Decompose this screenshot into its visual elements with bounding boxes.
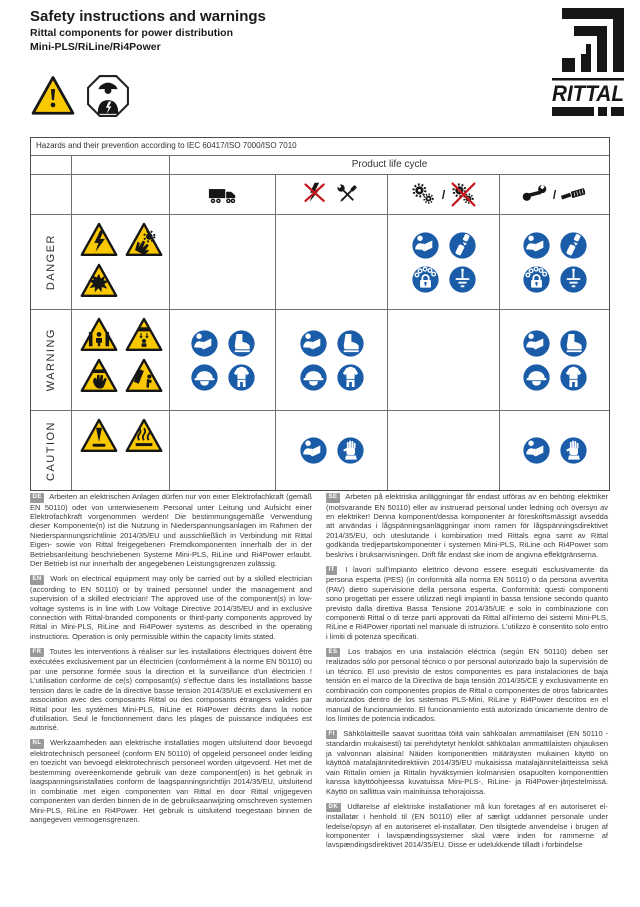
row-label-text: CAUTION [45,420,57,481]
title-block [30,8,266,54]
electric-shock-icon [80,221,118,259]
protective-clothing-icon [559,363,588,392]
paragraph-text: I lavori sull'impianto elettrico devono essere eseguiti esclusivamente da persona esperta (PES) (in conformità alla norma EN 50110) o da persona avvertita (PAV) dietro supervisione della persona esperta. Conformità: questi componenti sono progettati per essere utilizzati negli impianti in bassa tensione secondo quanto previsto dalla direttiva Bassa Tensione 2014/35/UE e solo in combinazione con componenti Rittal o di terze parti approvati da Rittal all'interno dei sistemi Mini-PLS, RiLine e Ri4Power riportati nel manuale di istruzioni. L'utilizzo è consentito solo entro i limiti di potenza specificati. [326,564,608,641]
table-cell [169,410,275,490]
hand-crushing-icon [80,357,118,395]
paragraph-fr [30,647,312,733]
hazard-icons-warning [71,309,169,410]
row-label-caution [31,410,71,490]
protective-gloves-icon [559,436,588,465]
phase-column-operation [387,174,499,214]
hazard-icon-group [80,316,166,395]
lang-badge-en: EN [30,575,44,585]
paragraph-se [326,492,608,559]
general-warning-icon [30,74,76,118]
table-spacer-cell [71,174,169,214]
row-label-warning [31,309,71,410]
header-safety-icons [30,74,130,118]
table-spacer-cell [31,174,71,214]
table-spacer-cell [31,155,71,174]
table-caption: Hazards and their prevention according to IEC 60417/ISO 7000/ISO 7010 [36,141,297,150]
hazard-icon-group [80,417,166,455]
mandatory-icon-group [189,329,257,392]
crushing-body-icon [80,316,118,354]
hazard-icons-danger [71,214,169,309]
paragraph-dk [326,802,608,850]
disconnect-power-icon [559,231,588,260]
mandatory-icon-group [521,231,589,294]
table-cell [499,410,609,490]
hand-injury-icon [125,221,163,259]
table-cell [275,214,387,309]
table-cell [169,214,275,309]
lifecycle-header: Product life cycle [169,155,609,174]
product-line: Mini-PLS/RiLine/Ri4Power [30,40,161,53]
qualified-electrician-icon [86,74,130,118]
multilingual-instructions [30,492,608,855]
table-cell [275,309,387,410]
mandatory-icon-group [298,436,366,465]
table-cell [169,309,275,410]
table-cell [499,309,609,410]
safety-helmet-icon [299,363,328,392]
truck-icon [208,180,237,209]
read-manual-icon [522,231,551,260]
brand-wordmark: RITTAL [552,81,624,106]
disconnect-power-icon [448,231,477,260]
instructions-column-left [30,492,312,855]
table-cell [387,410,499,490]
rittal-logo [552,8,624,118]
protective-clothing-icon [336,363,365,392]
paragraph-de [30,492,312,569]
page-title: Safety instructions and warnings [30,8,266,25]
safety-boots-icon [336,329,365,358]
lang-badge-se: SE [326,493,340,503]
read-manual-icon [522,436,551,465]
lockout-icon [522,265,551,294]
paragraph-es [326,647,608,724]
hazard-prevention-table [30,137,610,491]
row-label-text: WARNING [45,328,57,392]
hazard-icon-group [80,221,166,300]
table-cell [387,309,499,410]
read-manual-icon [522,329,551,358]
lang-badge-it: IT [326,566,337,576]
read-manual-icon [299,329,328,358]
safety-helmet-icon [190,363,219,392]
mandatory-icon-group [521,436,589,465]
paragraph-text: Work on electrical equipment may only be carried out by a skilled electrician (according to EN 50110) or by trained personnel under the management and supervision of a skilled electrician! The approved use of the component(s) in low-voltage systems is in line with Low Voltage Directive 2014/35/EU and in exclusive connection with Rittal-branded components or third-party components approved by Rittal in Mini-PLS, RiLine and Ri4Power systems as described in the operating instructions. Operation is only permissible within the capacity limits stated. [30,574,312,641]
read-manual-icon [190,329,219,358]
safety-boots-icon [559,329,588,358]
tipping-load-icon [125,357,163,395]
paragraph-text: Arbeten på elektriska anläggningar får endast utföras av en behörig elektriker (motsvarande EN 50110) eller av instruerad personal under ledning och översyn av en elektriker! Denna komponent/dessa komponenter är föreskriftsmässigt avsedda att användas i lågspänningsanläggningar inom ramen för lågspänningsdirektivet 2014/35/EU, och uteslutande i kombination med Rittals egna samt av Rittal godkända tredjepartskomponenter i systemen Mini-PLS, RiLine och Ri4Power som beskrivs i bruksanvisningen. Drift får endast ske inom de angivna effektgränserna. [326,492,608,559]
mandatory-icon-group [410,231,478,294]
slash-separator: / [441,187,446,202]
page-subtitle: Rittal components for power distribution [30,27,233,39]
gears-fault-icon [449,180,478,209]
falling-load-icon [125,316,163,354]
arc-explosion-icon [80,262,118,300]
paragraph-text: Toutes les interventions à réaliser sur les installations électriques doivent être exécutées exclusivement par un électricien (conformément à la norme EN 50110) ou par une personne formée sous la direction et la surveillance d'un électricien ! L'utilisation conforme de ce(s) composant(s) s'effectue dans les installations basse tension dans le cadre de la directive basse tension 2014/35/UE et exclusivement en association avec des composants Rittal ou des composants étrangers validés par Rittal pour les systèmes Mini-PLS, RiLine et Ri4Power décrits dans la notice d'utilisation. Seul le fonctionnement dans les plages de puissance indiquées est autorisé. [30,646,312,733]
slash-separator: / [552,187,557,202]
row-label-danger [31,214,71,309]
instructions-column-right [326,492,608,855]
hot-surface-icon [125,417,163,455]
read-manual-icon [411,231,440,260]
paragraph-nl [30,738,312,824]
lang-badge-dk: DK [326,803,341,813]
protective-clothing-icon [227,363,256,392]
paragraph-text: Udførelse af elektriske installationer må kun foretages af en autoriseret el-installatør i henhold til (EN 50110) eller af særligt uddannet personale under ledelse/opsyn af en autoriseret el-installatør. Den tilsigtede anvendelse i brugen af komponenter i lavspændingssystemer skal være inden for rammerne af lavspændingsdirektivet 2014/35/EU. Disse er udelukkende tilladt i forbindelse [326,801,608,850]
safety-boots-icon [227,329,256,358]
safety-helmet-icon [522,363,551,392]
paragraph-en [30,574,312,641]
connect-earth-icon [448,265,477,294]
paragraph-text: Werkzaamheden aan elektrische installaties mogen uitsluitend door bevoegd elektrotechnisch personeel (conform EN 50110) of opgeleid personeel onder leiding en toezicht van bevoegd elektrotechnisch personeel worden uitgevoerd. Het met de bestemming overeenkomende gebruik van deze component(en) is het gebruik in laagspanningsinstallaties conform de laagspanningsrichtlijn 2014/35/EU, uitsluitend in combinatie met eigen componenten van Rittal en door Rittal vrijgegeven componenten van derden binnen de in de gebruiksaanwijzing omschreven systemen Mini-PLS, RiLine en Ri4Power. Het gebruik is uitsluitend toegestaan binnen de aangegeven vermogensgrenzen. [30,738,312,824]
brush-icon [560,180,589,209]
read-manual-icon [299,436,328,465]
table-cell [387,214,499,309]
phase-column-installation [275,174,387,214]
phase-column-transport [169,174,275,214]
table-cell [275,410,387,490]
paragraph-it [326,565,608,642]
phase-column-maintenance [499,174,609,214]
paragraph-text: Arbeiten an elektrischen Anlagen dürfen nur von einer Elektrofachkraft (gemäß EN 50110) oder von unterwiesenem Personal unter Leitung und Aufsicht einer Elektrofachkraft vorgenommen werden! Die bestimmungsgemäße Verwendung dieser Komponente(n) ist die Nutzung in Niederspannungsanlagen im Rahmen der Niederspannungsrichtlinie 2014/35/EU und ausschließlich in Verbindung mit Rittal Eigen- sowie von Rittal freigegebenen Fremdkomponenten innerhalb der in der Betriebsanleitung beschriebenen Systeme Mini-PLS, RiLine und Ri4Power erlaubt. Der Betrieb ist nur innerhalb der angegebenen Leistungsgrenzen zulässig. [30,492,312,569]
wrench-hand-icon [520,180,549,209]
paragraph-fi [326,729,608,796]
gears-icon [409,180,438,209]
connect-earth-icon [559,265,588,294]
crossed-tools-icon [333,180,362,209]
paragraph-text: Sähkölaitteille saavat suorittaa töitä vain sähköalan ammattilaiset (EN 50110 -standardin mukaisesti) tai perehdytetyt henkilöt sähköalan ammattilaisten ohjauksen ja valvonnan alaisina! Näiden komponenttien määräysten mukainen käyttö on käyttöä matalajännitedirektiivin 2014/35/EU mukaisissa matalajännitelaitteissa sekä vain Rittalin omien ja Rittalin hyväksymien kolmansien osapuolten komponenttien kanssa käyttöohjeessa kuvatuissa Mini-PLS-, RiLine- ja Ri4Power-järjestelmissä. Käyttö on sallittua vain mainituissa tehorajoissa. [326,728,608,796]
lang-badge-es: ES [326,648,340,658]
table-spacer-cell [71,155,169,174]
lang-badge-fr: FR [30,648,44,658]
lang-badge-nl: NL [30,739,44,749]
paragraph-text: Los trabajos en una instalación eléctrica (según EN 50110) deben ser realizados sólo por personal técnico o por personal autorizado bajo la supervisión de un técnico. El uso previsto de estos componentes es para instalaciones de baja tensión en el marco de la Directiva de baja tensión 2014/35/CE y exclusivamente en combinación con componentes propios de Rittal o componentes de otros fabricantes autorizados dentro de los sistemas PLS-Mini, RiLine y Ri4Power descritos en el manual de funcionamiento. El funcionamiento está autorizado únicamente dentro de los límites de potencia indicados. [326,646,608,723]
no-voltage-icon [301,180,330,209]
lockout-icon [411,265,440,294]
lang-badge-fi: FI [326,730,337,740]
lang-badge-de: DE [30,493,44,503]
mandatory-icon-group [298,329,366,392]
sharp-edges-icon [80,417,118,455]
protective-gloves-icon [336,436,365,465]
row-label-text: DANGER [45,233,57,291]
mandatory-icon-group [521,329,589,392]
table-cell [499,214,609,309]
hazard-icons-caution [71,410,169,490]
